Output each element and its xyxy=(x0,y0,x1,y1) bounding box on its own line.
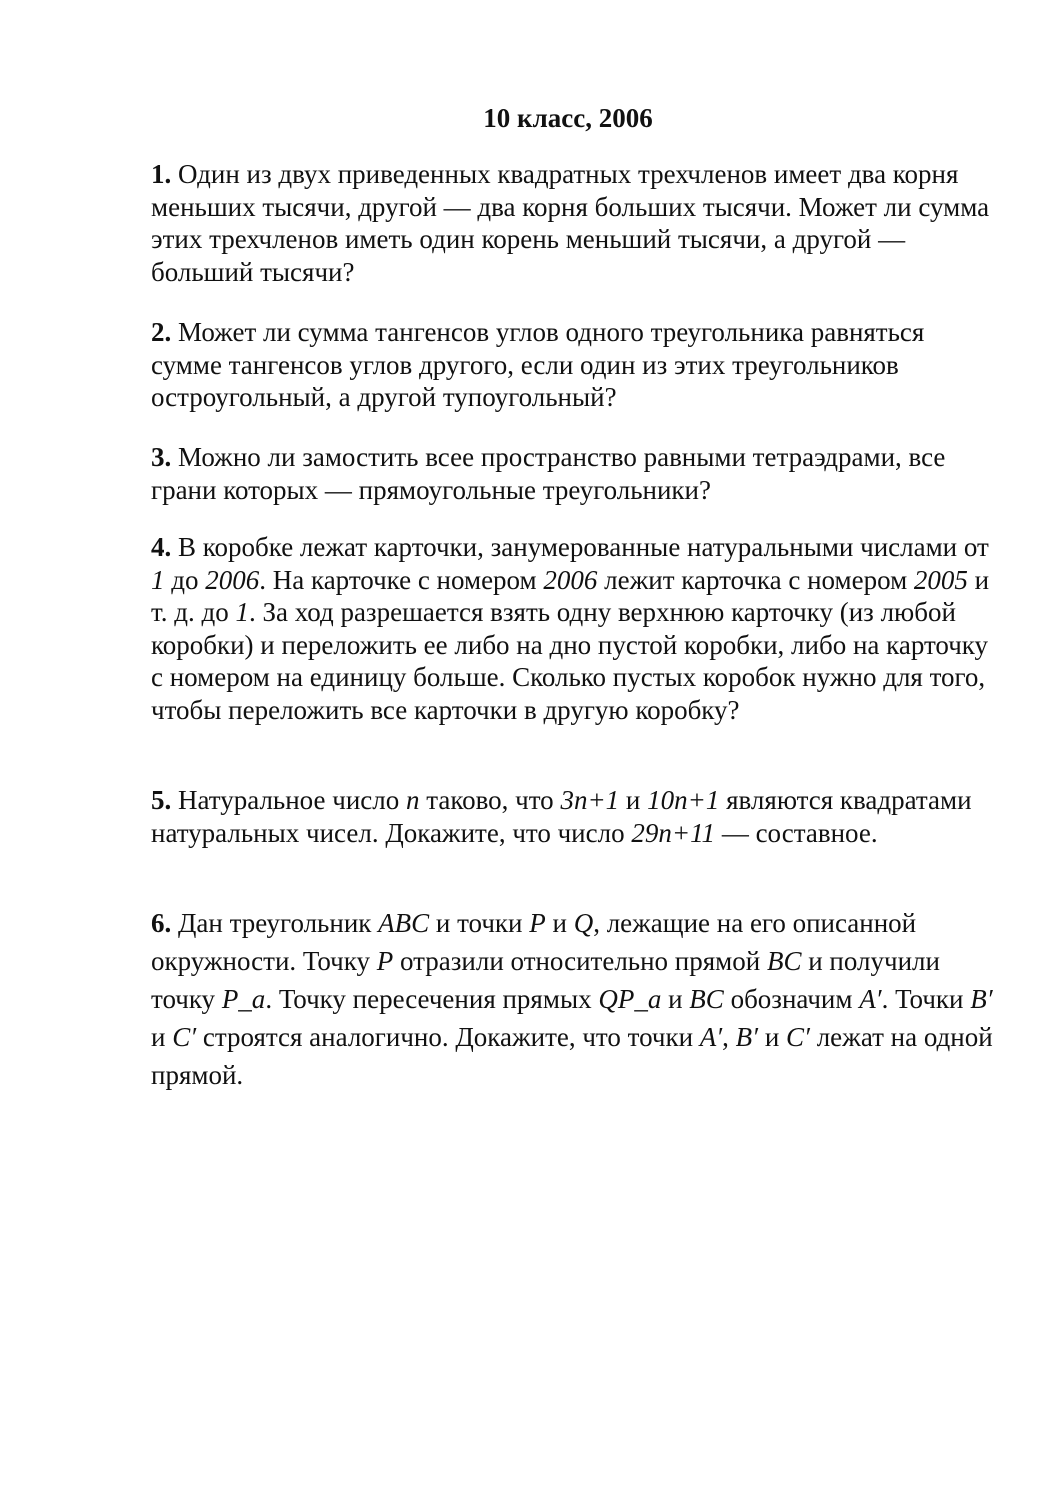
problem-text: Дан треугольник xyxy=(178,908,379,938)
problem-text: , лежащие на его описанной окружности. Точку xyxy=(151,908,917,976)
problem-text: . На карточке с номером xyxy=(259,564,544,595)
problem-6 xyxy=(151,904,1001,1094)
problem-text: Натуральное число xyxy=(178,785,406,815)
problem-2 xyxy=(151,316,1001,414)
problem-text: строятся аналогично. Докажите, что точки xyxy=(196,1022,700,1052)
problem-1 xyxy=(151,158,1001,288)
problem-text: и точки xyxy=(429,908,530,938)
math-expression: 3n+1 xyxy=(560,785,620,815)
problem-text: В коробке лежат карточки, занумерованные натуральными числами от xyxy=(178,532,989,562)
problem-number: 6. xyxy=(151,908,172,938)
math-expression: 10n+1 xyxy=(647,785,720,815)
problem-text: обозначим xyxy=(723,984,860,1014)
problem-4 xyxy=(151,531,1001,726)
math-variable: BC xyxy=(766,946,802,976)
math-variable: C′ xyxy=(172,1022,197,1052)
math-variable: B′ xyxy=(970,984,993,1014)
math-number: 1 xyxy=(151,564,165,595)
problem-text: и xyxy=(758,1022,787,1052)
problem-text: лежит карточка с номером xyxy=(597,564,914,595)
math-variable: P xyxy=(376,946,394,976)
math-variable: ABC xyxy=(378,908,430,938)
math-variable: B′ xyxy=(735,1022,759,1052)
problem-number: 1. xyxy=(151,159,172,189)
math-variable: A′ xyxy=(859,984,882,1014)
problem-text: и т. д. до xyxy=(151,564,990,627)
problem-number: 2. xyxy=(151,317,172,347)
math-variable: n xyxy=(405,785,420,815)
problem-text: и xyxy=(661,984,690,1014)
problem-text: до xyxy=(164,564,206,595)
math-variable: P xyxy=(529,908,546,938)
problem-number: 4. xyxy=(151,532,172,562)
problem-text: лежат на одной прямой. xyxy=(151,1022,993,1090)
math-variable: A′ xyxy=(699,1022,723,1052)
problem-text: и xyxy=(151,1022,173,1052)
math-variable: QP_a xyxy=(598,984,662,1014)
math-variable: P_a xyxy=(221,984,266,1014)
problem-text: Один из двух приведенных квадратных трехчленов имеет два корня меньших тысячи, другой — два корня больших тысячи. Может ли сумма этих трехчленов иметь один корень меньший тысячи, а другой — больший тысячи? xyxy=(151,159,990,287)
problem-text: и xyxy=(619,785,648,815)
math-expression: 29n+11 xyxy=(631,817,716,848)
problem-text: и xyxy=(545,908,574,938)
page-title: 10 класс, 2006 xyxy=(483,103,653,133)
problem-number: 5. xyxy=(151,785,172,815)
problem-text: таково, что xyxy=(419,785,561,815)
problem-text: . Точки xyxy=(881,984,971,1014)
problem-text: отразили относительно прямой xyxy=(393,946,767,976)
math-variable: Q xyxy=(573,908,594,938)
problem-text: Может ли сумма тангенсов углов одного треугольника равняться сумме тангенсов углов другого, если один из этих треугольников остроугольный, а другой тупоугольный? xyxy=(151,317,925,412)
math-number: 2006 xyxy=(205,564,260,595)
math-number: 1 xyxy=(235,597,249,627)
problem-text: — составное. xyxy=(715,817,878,848)
math-variable: BC xyxy=(689,984,724,1014)
problem-text: являются квадратами натуральных чисел. Докажите, что число xyxy=(151,785,972,848)
problem-number: 3. xyxy=(151,442,172,472)
problem-text: . Точку пересечения прямых xyxy=(265,984,599,1014)
problem-text: . За ход разрешается взять одну верхнюю карточку (из любой коробки) и переложить ее либо на дно пустой коробки, либо на карточку с номером на единицу больше. Сколько пустых коробок нужно для того, чтобы переложить все карточки в другую коробку? xyxy=(151,597,989,725)
problem-5 xyxy=(151,784,1001,849)
math-number: 2006 xyxy=(543,564,598,595)
problem-text: и получили точку xyxy=(151,946,940,1014)
problem-text: Можно ли замостить всее пространство равными тетраэдрами, все грани которых — прямоугольные треугольники? xyxy=(151,442,946,505)
math-variable: C′ xyxy=(786,1022,810,1052)
problem-text: , xyxy=(722,1022,736,1052)
math-number: 2005 xyxy=(913,564,968,595)
problem-3 xyxy=(151,441,1001,506)
